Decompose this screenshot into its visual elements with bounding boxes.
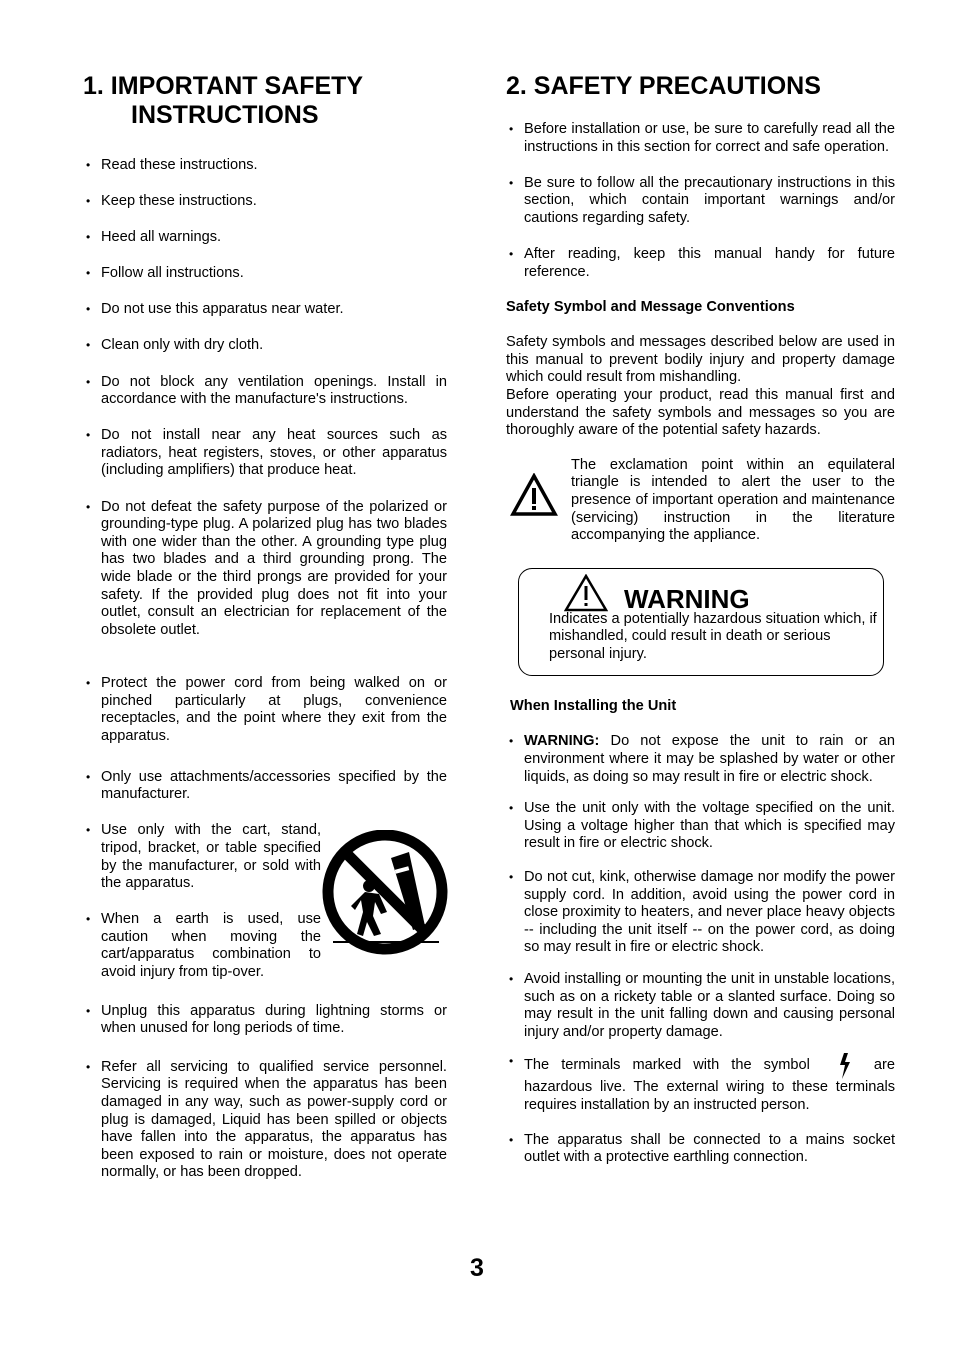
list-item: • Clean only with dry cloth. bbox=[83, 337, 447, 355]
list-item: • Avoid installing or mounting the unit in unstable locations, such as on a rickety table or a slanted surface. Doing so may result in the unit falling down and causing personal injury and/or property damage. bbox=[506, 971, 895, 1041]
list-item: • Do not block any ventilation openings. Install in accordance with the manufacture's instructions. bbox=[83, 374, 447, 409]
list-item: • Follow all instructions. bbox=[83, 265, 447, 283]
exclamation-triangle-explanation bbox=[506, 457, 895, 547]
warning-description: Indicates a potentially hazardous situation which, if mishandled, could result in death or serious personal injury. bbox=[549, 610, 877, 662]
exclamation-triangle-icon bbox=[510, 473, 558, 517]
terminal-text-b: are hazardous live. The external wiring to these terminals requires installation by an instructed person. bbox=[524, 1057, 895, 1113]
list-item: • Do not cut, kink, otherwise damage nor modify the power supply cord. In addition, avoid using the power cord in close proximity to heaters, and never place heavy objects -- including the unit itself -- on the power cord, as doing so may result in fire or electric shock. bbox=[506, 869, 895, 957]
list-item: • Use only with the cart, stand, tripod, bracket, or table specified by the manufacturer, or sold with the apparatus. bbox=[83, 822, 321, 892]
list-item: • Protect the power cord from being walked on or pinched particularly at plugs, convenience receptacles, and the point where they exit from the apparatus. bbox=[83, 675, 447, 745]
section-heading-safety-precautions: 2. SAFETY PRECAUTIONS bbox=[506, 72, 821, 100]
installing-heading: When Installing the Unit bbox=[510, 697, 677, 714]
list-item: • Refer all servicing to qualified service personnel. Servicing is required when the apparatus has been damaged in any way, such as power-supply cord or plug is damaged, Liquid has been spilled or objects have fallen into the apparatus, the apparatus has been exposed to rain or moisture, does not operate normally, or has been dropped. bbox=[83, 1059, 447, 1182]
lightning-bolt-icon bbox=[838, 1053, 852, 1079]
list-item: • Before installation or use, be sure to carefully read all the instructions in this section for correct and safe operation. bbox=[506, 121, 895, 156]
page-number: 3 bbox=[470, 1254, 484, 1282]
list-item: • The apparatus shall be connected to a mains socket outlet with a protective earthling connection. bbox=[506, 1132, 895, 1167]
cart-section bbox=[83, 822, 447, 981]
warning-label: WARNING: bbox=[524, 733, 600, 750]
cart-tip-over-warning-icon bbox=[321, 830, 449, 958]
symbol-conventions-heading: Safety Symbol and Message Conventions bbox=[506, 299, 795, 316]
warning-box bbox=[518, 568, 884, 676]
list-item bbox=[506, 733, 895, 786]
triangle-description: The exclamation point within an equilateral triangle is intended to alert the user to the presence of important operation and maintenance (servicing) instruction in the literature accompanying the appliance. bbox=[571, 456, 895, 544]
symbol-conventions-paragraph: Safety symbols and messages described below are used in this manual to prevent bodily injury and property damage which could result from mishandling. bbox=[506, 334, 895, 386]
list-item: • When a earth is used, use caution when moving the cart/apparatus combination to avoid injury from tip-over. bbox=[83, 911, 321, 981]
list-item: • Do not use this apparatus near water. bbox=[83, 301, 447, 319]
left-column bbox=[83, 72, 447, 1182]
list-item: • Do not install near any heat sources such as radiators, heat registers, stoves, or other apparatus (including amplifiers) that produce heat. bbox=[83, 427, 447, 480]
list-item bbox=[506, 1053, 895, 1114]
list-item: • Do not defeat the safety purpose of the polarized or grounding-type plug. A polarized plug has two blades with one wider than the other. A grounding type plug has two blades and a third grounding prong. The wide blade or the third prongs are provided for your safety. If the provided plug does not fit into your outlet, consult an electrician for replacement of the obsolete outlet. bbox=[83, 499, 447, 640]
right-column bbox=[506, 72, 895, 1167]
symbol-conventions-paragraph-2: Before operating your product, read this manual first and understand the safety symbols and messages so you are thoroughly aware of the potential safety hazards. bbox=[506, 387, 895, 439]
list-item: • Heed all warnings. bbox=[83, 229, 447, 247]
warning-title: WARNING bbox=[624, 583, 750, 614]
list-item: • Use the unit only with the voltage specified on the unit. Using a voltage higher than that which is specified may result in fire or electric shock. bbox=[506, 800, 895, 853]
list-item: • After reading, keep this manual handy for future reference. bbox=[506, 246, 895, 281]
list-item: • Only use attachments/accessories specified by the manufacturer. bbox=[83, 769, 447, 804]
warning-label-text: Do not expose the unit to rain or an environment where it may be splashed by water or other liquids, as doing so may result in fire or electric shock. bbox=[524, 733, 895, 785]
list-item: • Keep these instructions. bbox=[83, 193, 447, 211]
list-item: • Unplug this apparatus during lightning storms or when unused for long periods of time. bbox=[83, 1003, 447, 1038]
section-heading-important-safety: 1. IMPORTANT SAFETY INSTRUCTIONS bbox=[83, 72, 363, 129]
list-item: • Read these instructions. bbox=[83, 157, 447, 175]
terminal-text-a: The terminals marked with the symbol bbox=[524, 1057, 810, 1074]
list-item: • Be sure to follow all the precautionary instructions in this section, which contain important warnings and/or cautions regarding safety. bbox=[506, 175, 895, 228]
warning-triangle-icon bbox=[564, 574, 608, 612]
